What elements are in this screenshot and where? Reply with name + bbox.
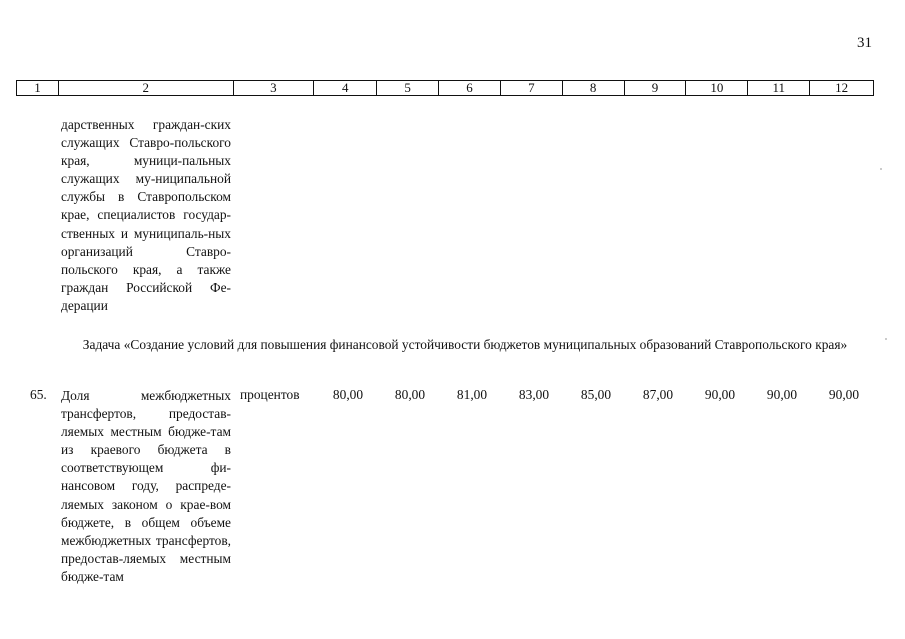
row-value-col11: 90,00: [766, 387, 798, 402]
header-cell-3: 3: [234, 81, 315, 95]
row-unit: процентов: [240, 387, 300, 402]
header-cell-2: 2: [59, 81, 234, 95]
row-description: Доля межбюджетных трансфертов, предостав-ляемых местным бюдже-там из краевого бюджета в соответствующем фи-нансовом году, распреде-ляемых законом о крае-вом бюджете, в общем объеме межбюджетных трансфертов, предостав-ляемых местным бюдже-там: [61, 388, 231, 584]
page-number: 31: [857, 35, 872, 51]
task-heading: Задача «Создание условий для повышения финансовой устойчивости бюджетов муниципальных образований Ставропольского края»: [82, 337, 848, 352]
header-cell-4: 4: [314, 81, 377, 95]
row-value-col5: 80,00: [394, 387, 426, 402]
scan-speck: [880, 168, 882, 170]
header-cell-1: 1: [17, 81, 59, 95]
row-value-col8: 85,00: [580, 387, 612, 402]
row-value-col12: 90,00: [828, 387, 860, 402]
header-cell-5: 5: [377, 81, 439, 95]
scan-speck: [885, 338, 887, 340]
row-value-col7: 83,00: [518, 387, 550, 402]
row-number: 65.: [30, 387, 47, 402]
header-cell-6: 6: [439, 81, 501, 95]
header-cell-11: 11: [748, 81, 810, 95]
row-value-col10: 90,00: [704, 387, 736, 402]
header-cell-12: 12: [835, 80, 849, 95]
header-cell-9: 9: [625, 81, 687, 95]
header-cell-7: 7: [501, 81, 563, 95]
row-value-col9: 87,00: [642, 387, 674, 402]
row-value-col4: 80,00: [332, 387, 364, 402]
continued-row-description: дарственных граждан-ских служащих Ставро-польского края, муници-пальных служащих му-ниципальной службы в Ставропольском крае, специалистов государ-ственных и муниципаль-ных организаций Ставро-польского края, а также граждан Российской Фе-дерации: [61, 117, 231, 313]
header-cell-10: 10: [686, 81, 748, 95]
header-cell-8: 8: [563, 81, 625, 95]
row-value-col6: 81,00: [456, 387, 488, 402]
table-header-row: [16, 80, 874, 96]
